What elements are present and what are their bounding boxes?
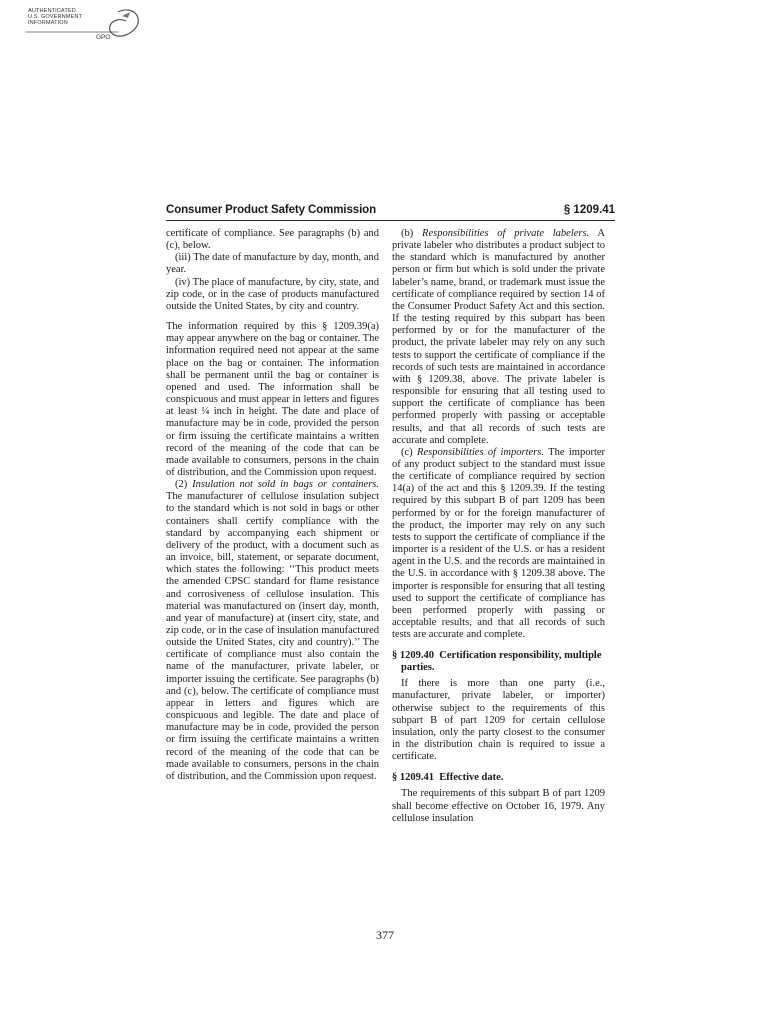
right-column [392,228,605,825]
page-number: 377 [376,928,394,942]
paragraph [392,228,605,447]
seal-gpo-text: GPO [96,34,111,41]
seal-line-authenticated: AUTHENTICATED [28,8,76,14]
section-number: § 1209.40 [392,650,434,662]
paragraph-lead: (c) [401,446,413,458]
section-heading-1209-41 [392,772,605,784]
paragraph: certificate of compliance. See paragraphs (b) and (c), below. [166,228,379,252]
gpo-authentication-seal [26,6,144,46]
seal-line-government: U.S. GOVERNMENT [28,14,83,20]
paragraph-heading: Responsibilities of importers. [417,446,544,458]
header-agency: Consumer Product Safety Commission [166,204,377,216]
paragraph-lead: (2) [175,479,188,491]
paragraph: If there is more than one party (i.e., manufacturer, private labeler, or importer) otherwise subject to the requirements of this subpart B of part 1209 for certain cellulose insulation, only the party closest to the consumer in the distribution chain is required to issue a certificate. [392,678,605,763]
paragraph-heading: Insulation not sold in bags or containers. [192,479,379,491]
paragraph-body: The manufacturer of cellulose insulation subject to the standard which is not sold in bags or other containers shall certify compliance with the standard by accompanying each shipment or delivery of the product, with a document such as an invoice, bill, statement, or separate document, which states the following: ‘‘This product meets the amended CPSC standard for flame resistance and corrosiveness of cellulose insulation. This material was manufactured on (insert day, month, and year of manufacture) at (insert city, state, and zip code, or in the case of insulation manufactured outside the United States, city and country).’’ The certificate of compliance must also contain the name of the manufacturer, private labeler, or importer issuing the certificate. See paragraphs (b) and (c), below. The certificate of compliance must appear in letters and figures which are conspicuous and legible. The date and place of manufacture may be in code, provided the person or firm issuing the certificate maintains a written record of the meaning of the code that can be made available to consumers, persons in the chain of distribution, and the Commission upon request. [166,491,379,782]
paragraph: (iii) The date of manufacture by day, month, and year. [166,252,379,276]
left-column [166,228,379,783]
paragraph: The requirements of this subpart B of part 1209 shall become effective on October 16, 1979. Any cellulose insulation [392,788,605,824]
running-header [166,204,615,221]
paragraph: (iv) The place of manufacture, by city, state, and zip code, or in the case of products manufactured outside the United States, by city and country. [166,276,379,312]
paragraph-body: A private labeler who distributes a product subject to the standard which is manufactured by another person or firm but which is sold under the private labeler’s name, brand, or trademark must issue the certificate of compliance required by section 14 of the Consumer Product Safety Act and this section. If the testing required by this subpart has been performed by or for the manufacturer of the product, the private labeler may rely on any such tests to support the certificate of compliance if the records of such tests are maintained in accordance with § 1209.38, above. The private labeler is responsible for ensuring that all testing used to support the certificate of compliance has been performed properly with passing or acceptable results, and that all records of such tests are accurate and complete. [392,228,606,446]
section-title: Effective date. [439,772,504,784]
paragraph: The information required by this § 1209.39(a) may appear anywhere on the bag or container. The information required need not appear at the same place on the bag or container. The information shall be permanent until the bag or container is opened and used. The information shall be conspicuous and must appear in letters and figures at least ¼ inch in height. The date and place of manufacture may be in code, provided the person or firm issuing the certificate maintains a written record of the meaning of the code that can be made available to consumers, persons in the chain of distribution, and the Commission upon request. [166,321,379,478]
section-heading-1209-40 [392,650,605,674]
paragraph [166,479,379,783]
header-section: § 1209.41 [563,204,615,216]
paragraph-lead: (b) [401,228,414,239]
paragraph-heading: Responsibilities of private labelers. [422,228,590,239]
section-title: Certification responsibility, multiple parties. [401,650,602,674]
seal-line-information: INFORMATION [28,20,68,26]
paragraph-body: The importer of any product subject to the standard must issue the certificate of compliance required by section 14(a) of the act and this § 1209.39. If the testing required by this subpart B of part 1209 has been performed by or for the foreign manufacturer of the product, the importer may rely on any such tests to support the certificate of compliance if the importer is a resident of the U.S. or has a resident agent in the U.S. and the records are maintained in the U.S. in accordance with § 1209.38 above. The importer is responsible for ensuring that all testing used to support the certificate of compliance has been performed properly with passing or acceptable results, and that all records of such tests are accurate and complete. [392,446,606,641]
section-number: § 1209.41 [392,772,434,784]
paragraph [392,447,605,642]
